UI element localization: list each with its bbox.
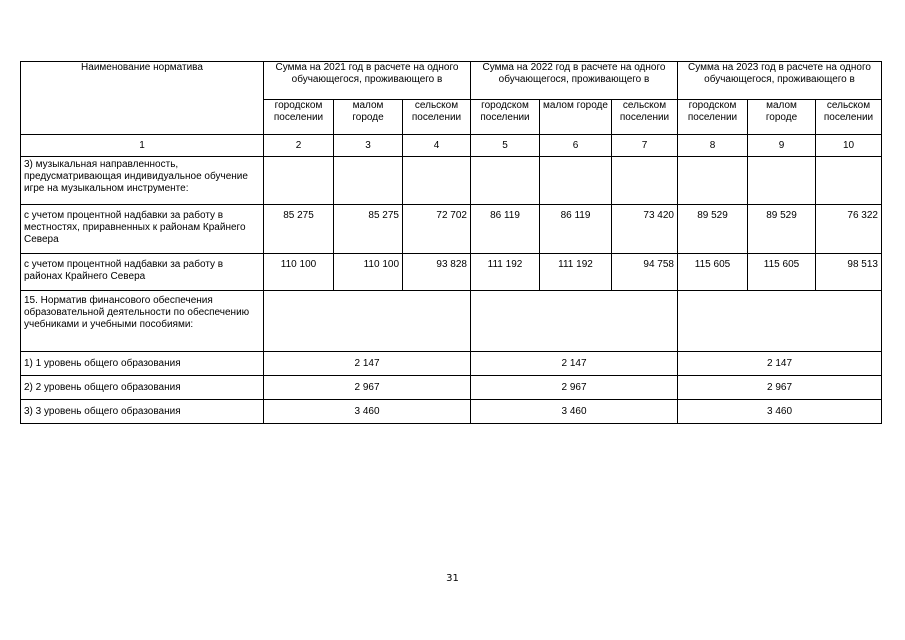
value-cell: 111 192 xyxy=(471,254,540,291)
value-cell: 2 967 xyxy=(678,376,882,400)
value-cell xyxy=(540,157,612,205)
table-row xyxy=(21,157,882,205)
value-cell xyxy=(264,291,471,352)
row-label: с учетом процентной надбавки за работу в районах Крайнего Севера xyxy=(21,254,264,291)
col-number: 2 xyxy=(264,135,334,157)
sub-header-small-town: малом городе xyxy=(334,100,403,135)
row-label: с учетом процентной надбавки за работу в местностях, приравненных к районам Крайнего Севера xyxy=(21,205,264,254)
value-cell xyxy=(403,157,471,205)
sub-header-rural: сельском поселении xyxy=(403,100,471,135)
row-label: 3) 3 уровень общего образования xyxy=(21,400,264,424)
sub-header-rural: сельском поселении xyxy=(612,100,678,135)
sub-header-small-town: малом городе xyxy=(748,100,816,135)
value-cell: 3 460 xyxy=(471,400,678,424)
value-cell: 2 147 xyxy=(678,352,882,376)
value-cell: 72 702 xyxy=(403,205,471,254)
value-cell: 111 192 xyxy=(540,254,612,291)
sub-header-urban: городском поселении xyxy=(264,100,334,135)
value-cell xyxy=(334,157,403,205)
value-cell: 110 100 xyxy=(334,254,403,291)
value-cell: 2 967 xyxy=(471,376,678,400)
table-row xyxy=(21,205,882,254)
value-cell xyxy=(748,157,816,205)
table-row xyxy=(21,254,882,291)
value-cell: 89 529 xyxy=(748,205,816,254)
sub-header-urban: городском поселении xyxy=(678,100,748,135)
value-cell: 2 147 xyxy=(264,352,471,376)
value-cell xyxy=(678,291,882,352)
row-label: 3) музыкальная направленность, предусматривающая индивидуальное обучение игре на музыкальном инструменте: xyxy=(21,157,264,205)
value-cell xyxy=(612,157,678,205)
value-cell: 89 529 xyxy=(678,205,748,254)
value-cell: 85 275 xyxy=(334,205,403,254)
value-cell xyxy=(471,291,678,352)
value-cell: 85 275 xyxy=(264,205,334,254)
col-number: 6 xyxy=(540,135,612,157)
sub-header-rural: сельском поселении xyxy=(816,100,882,135)
page-number: 31 xyxy=(446,573,459,584)
table-row-section-15 xyxy=(21,291,882,352)
sub-header-small-town: малом городе xyxy=(540,100,612,135)
table-row xyxy=(21,400,882,424)
col-number: 7 xyxy=(612,135,678,157)
col-number: 5 xyxy=(471,135,540,157)
value-cell: 2 147 xyxy=(471,352,678,376)
value-cell: 2 967 xyxy=(264,376,471,400)
header-row-years xyxy=(21,62,882,100)
row-label: 1) 1 уровень общего образования xyxy=(21,352,264,376)
value-cell xyxy=(678,157,748,205)
value-cell: 86 119 xyxy=(540,205,612,254)
value-cell: 115 605 xyxy=(748,254,816,291)
col-number: 8 xyxy=(678,135,748,157)
year-header-2022: Сумма на 2022 год в расчете на одного обучающегося, проживающего в xyxy=(471,62,678,100)
value-cell xyxy=(816,157,882,205)
col-number: 9 xyxy=(748,135,816,157)
value-cell: 76 322 xyxy=(816,205,882,254)
sub-header-urban: городском поселении xyxy=(471,100,540,135)
row-label: 2) 2 уровень общего образования xyxy=(21,376,264,400)
value-cell: 86 119 xyxy=(471,205,540,254)
value-cell: 3 460 xyxy=(678,400,882,424)
value-cell: 115 605 xyxy=(678,254,748,291)
normative-table xyxy=(20,61,882,424)
value-cell: 93 828 xyxy=(403,254,471,291)
value-cell: 3 460 xyxy=(264,400,471,424)
year-header-2021: Сумма на 2021 год в расчете на одного обучающегося, проживающего в xyxy=(264,62,471,100)
value-cell xyxy=(264,157,334,205)
value-cell: 94 758 xyxy=(612,254,678,291)
table-row xyxy=(21,352,882,376)
value-cell: 73 420 xyxy=(612,205,678,254)
row-label: 15. Норматив финансового обеспечения образовательной деятельности по обеспечению учебниками и учебными пособиями: xyxy=(21,291,264,352)
col-number: 10 xyxy=(816,135,882,157)
column-number-row xyxy=(21,135,882,157)
col-name-header: Наименование норматива xyxy=(21,62,264,135)
col-number: 4 xyxy=(403,135,471,157)
value-cell: 98 513 xyxy=(816,254,882,291)
year-header-2023: Сумма на 2023 год в расчете на одного обучающегося, проживающего в xyxy=(678,62,882,100)
value-cell xyxy=(471,157,540,205)
value-cell: 110 100 xyxy=(264,254,334,291)
table-row xyxy=(21,376,882,400)
col-number: 1 xyxy=(21,135,264,157)
col-number: 3 xyxy=(334,135,403,157)
